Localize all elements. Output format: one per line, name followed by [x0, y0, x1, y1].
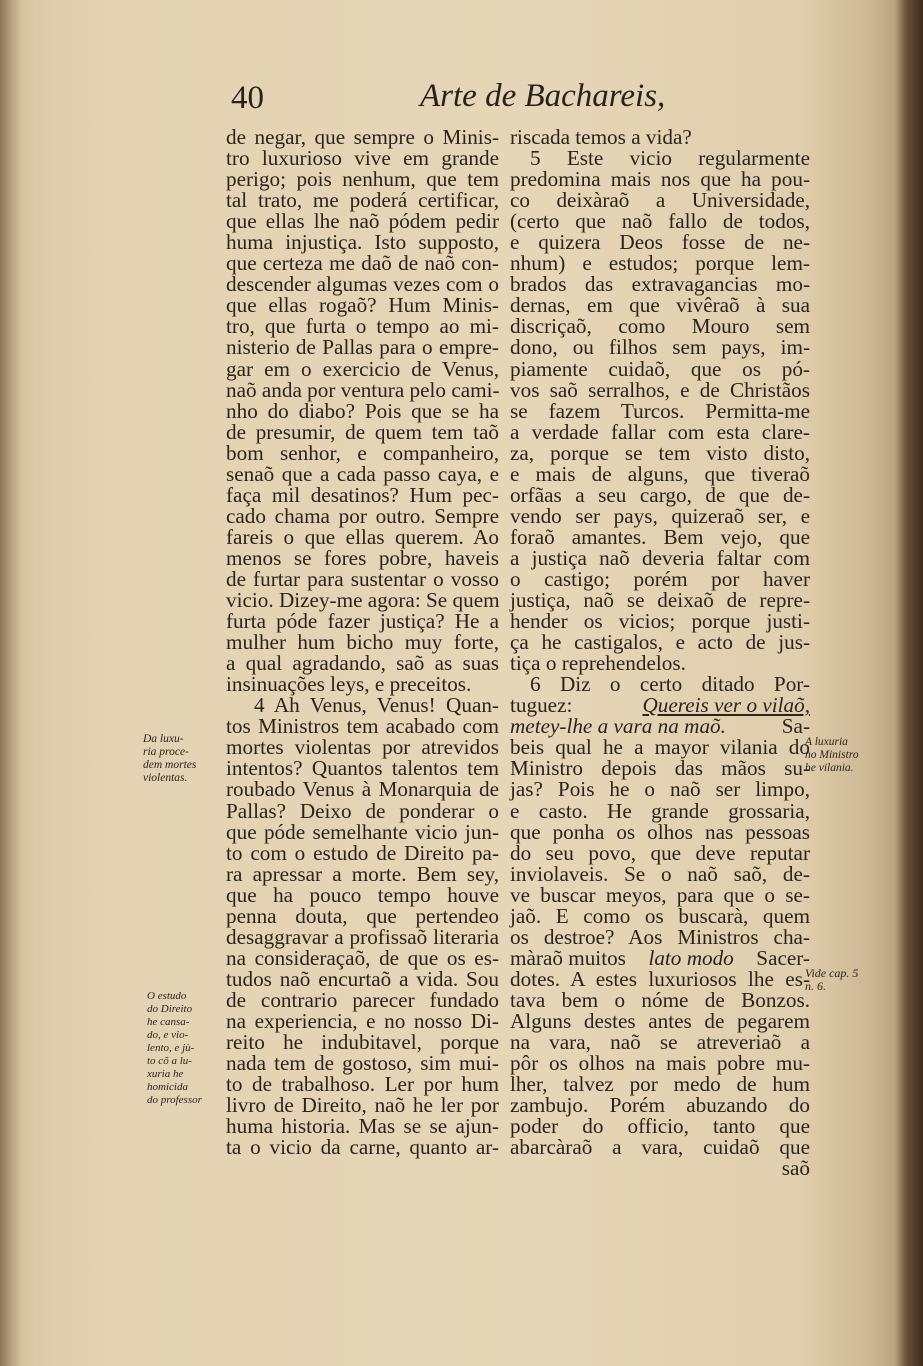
text-line: de contrario parecer fundado: [226, 987, 499, 1012]
text-line: naõ anda por ventura pelo cami-: [226, 377, 500, 402]
note-line: ria proce-: [143, 746, 189, 758]
text-line: dernas, em que vivêraõ à sua: [510, 293, 810, 318]
text-line: vicio. Dizey-me agora: Se quem: [226, 588, 500, 613]
text-line: Alguns destes antes de pegarem: [510, 1008, 810, 1033]
text-line: jas? Pois he o naõ ser limpo,: [510, 777, 810, 802]
text-line: to com o estudo de Direito pa-: [226, 840, 499, 865]
text-line: menos se fores pobre, haveis: [226, 545, 499, 570]
text-line: za, porque se tem visto disto,: [510, 440, 810, 465]
text-fragment: Sacer-: [756, 945, 810, 970]
text-line: tal trato, me poderá certificar,: [226, 188, 499, 213]
note-line: Da luxu-: [143, 733, 184, 745]
text-line: cado chama por outro. Sempre: [226, 503, 499, 528]
note-line: lento, e jù-: [147, 1042, 195, 1054]
text-line: e mais de alguns, que tiveraõ: [510, 461, 810, 486]
text-line: a qual agradando, saõ as suas: [226, 651, 499, 676]
text-line: hender os vicios; porque justi-: [510, 609, 810, 634]
text-line: a justiça naõ deveria faltar com: [510, 545, 810, 570]
text-line: dotes. A estes luxuriosos lhe es-: [510, 966, 810, 991]
text-line: tro, que furta o tempo ao mi-: [226, 314, 499, 339]
marginal-note-right-2: [805, 967, 858, 993]
text-line: justiça, naõ se deixaõ de repre-: [510, 588, 810, 613]
note-line: A luxuria: [805, 736, 848, 748]
text-line: os destroe? Aos Ministros cha-: [510, 924, 810, 949]
text-line: inviolaveis. Se o naõ saõ, de-: [510, 861, 810, 886]
text-line: fareis o que ellas querem. Ao: [226, 524, 499, 549]
text-line: [510, 945, 810, 970]
text-line: de negar, que sempre o Minis-: [226, 125, 499, 149]
note-line: to cõ a lu-: [147, 1055, 192, 1067]
text-line: huma historia. Mas se se ajun-: [226, 1114, 499, 1139]
text-line: descender algumas vezes com o: [226, 272, 499, 297]
text-line: que ellas rogaõ? Hum Minis-: [226, 293, 499, 318]
running-title: Arte de Bachareis,: [420, 78, 666, 114]
text-line: o castigo; porém por haver: [510, 566, 810, 591]
text-line: do seu povo, que deve reputar: [510, 840, 810, 865]
catchword: saõ: [781, 1156, 810, 1181]
text-line: que ha pouco tempo houve: [226, 882, 499, 907]
text-line: na vara, naõ se atreveriaõ a: [510, 1030, 810, 1055]
text-line: livro de Direito, naõ he ler por: [226, 1093, 499, 1118]
text-line: dono, ou filhos sem pays, im-: [510, 335, 810, 360]
text-line: e quizera Deos fosse de ne-: [510, 230, 810, 255]
text-line: beis qual he a mayor vilania do: [510, 735, 810, 760]
note-line: homicida: [147, 1081, 188, 1093]
text-line: (certo que naõ fallo de todos,: [510, 209, 810, 234]
text-line: penna douta, que pertendeo: [226, 903, 499, 928]
note-line: do professor: [147, 1094, 202, 1106]
text-line: e casto. He grande grossaria,: [510, 798, 810, 823]
text-line: na experiencia, e no nosso Di-: [226, 1008, 499, 1033]
note-line: violentas.: [143, 772, 188, 784]
text-line: ra apressar a morte. Bem sey,: [226, 861, 499, 886]
text-line: nada tem de gostoso, sim mui-: [226, 1051, 499, 1076]
text-line: tava bem o nóme de Bonzos.: [510, 987, 810, 1012]
marginal-note-right-1: [805, 736, 859, 775]
text-line: que póde semelhante vicio jun-: [226, 819, 499, 844]
text-line: gar em o exercicio de Venus,: [226, 356, 499, 381]
page-number: 40: [231, 80, 264, 116]
text-fragment: Sa-: [781, 714, 810, 739]
text-line: 5 Este vicio regularmente: [530, 146, 810, 171]
page-edge: [895, 0, 923, 1366]
text-line: Ministro depois das mãos su-: [510, 756, 810, 781]
text-line: tos Ministros tem acabado com: [226, 714, 499, 739]
note-line: do, e vio-: [147, 1029, 189, 1041]
text-line: zambujo. Porém abuzando do: [510, 1093, 810, 1118]
left-text-column: [226, 127, 499, 1158]
text-line: poder do officio, tanto que: [510, 1114, 810, 1139]
text-line: a verdade fallar com esta clare-: [510, 419, 810, 444]
text-line: 4 Ah Venus, Venus! Quan-: [254, 693, 499, 718]
text-line: to de trabalhoso. Ler por hum: [226, 1072, 499, 1097]
text-line: tiça o reprehendelos.: [510, 651, 686, 676]
text-fragment: tuguez:: [510, 693, 573, 718]
latin-term: lato modo: [648, 945, 734, 970]
text-line: pôr os olhos na mais pobre mu-: [510, 1051, 810, 1076]
note-line: do Direito: [147, 1003, 193, 1015]
text-line: na consideraçaõ, de que os es-: [226, 945, 499, 970]
text-line: [510, 716, 810, 737]
text-line: reito he indubitavel, porque: [226, 1030, 499, 1055]
text-line: vendo ser pays, quizeraõ ser, e: [510, 503, 810, 528]
text-line: que ponha os olhos nas pessoas: [510, 819, 810, 844]
text-line: furta póde fazer justiça? He a: [226, 609, 499, 634]
text-line: roubado Venus à Monarquia de: [226, 777, 499, 802]
text-line: que ellas lhe naõ pódem pedir: [226, 209, 499, 234]
text-line: [510, 695, 810, 716]
text-line: ta o vicio da carne, quanto ar-: [226, 1135, 499, 1160]
note-line: he vilania.: [805, 762, 854, 774]
text-line: tudos naõ encurtaõ a vida. Sou: [226, 966, 499, 991]
right-text-column: [510, 127, 810, 1179]
text-line: de presumir, de quem tem taõ: [226, 419, 499, 444]
text-line: ve buscar meyos, para que o se-: [510, 882, 810, 907]
text-line: que certeza me daõ de naõ con-: [226, 251, 499, 276]
text-fragment: màraõ muitos: [510, 945, 626, 970]
text-line: riscada temos a vida?: [510, 125, 692, 149]
text-line: abarcàraõ a vara, cuidaõ que: [510, 1135, 810, 1160]
text-line: 6 Diz o certo ditado Por-: [530, 672, 810, 697]
text-line: jaõ. E como os buscarà, quem: [510, 903, 810, 928]
text-line: intentos? Quantos talentos tem: [226, 756, 499, 781]
text-line: discriçaõ, como Mouro sem: [510, 314, 810, 339]
text-line: bom senhor, e companheiro,: [226, 440, 499, 465]
text-line: Pallas? Deixo de ponderar o: [226, 798, 499, 823]
marginal-note-left-2: [147, 990, 202, 1107]
text-line: nho do diabo? Pois que se ha: [226, 398, 499, 423]
text-line: huma injustiça. Isto supposto,: [226, 230, 499, 255]
note-line: Vide cap. 5: [805, 966, 859, 980]
text-line: se fazem Turcos. Permitta-me: [510, 398, 810, 423]
text-line: predomina mais nos que ha pou-: [510, 167, 810, 192]
text-line: lher, talvez por medo de hum: [510, 1072, 810, 1097]
text-line: co deixàraõ a Universidade,: [510, 188, 810, 213]
text-line: nhum) e estudos; porque lem-: [510, 251, 810, 276]
note-line: n. 6.: [805, 979, 826, 993]
note-line: xuria he: [147, 1068, 184, 1080]
text-line: ça he castigalos, e acto de jus-: [510, 630, 810, 655]
note-line: O estudo: [147, 990, 187, 1002]
text-line: orfãas a seu cargo, de que de-: [510, 482, 810, 507]
text-line: de furtar para sustentar o vosso: [226, 566, 499, 591]
proverb-text: Quereis ver o vilaõ,: [642, 693, 810, 718]
text-line: piamente cuidaõ, que os pó-: [510, 356, 810, 381]
marginal-note-left-1: [143, 733, 196, 785]
note-line: no Ministro: [805, 749, 859, 761]
text-line: perigo; pois nenhum, que tem: [226, 167, 499, 192]
text-line: senaõ que a cada passo caya, e: [226, 461, 499, 486]
text-line: tro luxurioso vive em grande: [226, 146, 499, 171]
gutter-shadow: [0, 0, 22, 1366]
text-line: nisterio de Pallas para o empre-: [226, 335, 499, 360]
text-line: vos saõ serralhos, e de Christãos: [510, 377, 810, 402]
text-line: mulher hum bicho muy forte,: [226, 630, 499, 655]
text-line: mortes violentas por atrevidos: [226, 735, 499, 760]
text-line: brados das extravagancias mo-: [510, 272, 810, 297]
text-line: insinuações leys, e preceitos.: [226, 672, 472, 697]
text-line: faça mil desatinos? Hum pec-: [226, 482, 499, 507]
note-line: dem mortes: [143, 759, 197, 771]
proverb-text: metey-lhe a vara na maõ.: [510, 714, 726, 739]
text-line: desaggravar a profissaõ literaria: [226, 924, 499, 949]
note-line: he cansa-: [147, 1016, 190, 1028]
text-line: foraõ amantes. Bem vejo, que: [510, 524, 810, 549]
